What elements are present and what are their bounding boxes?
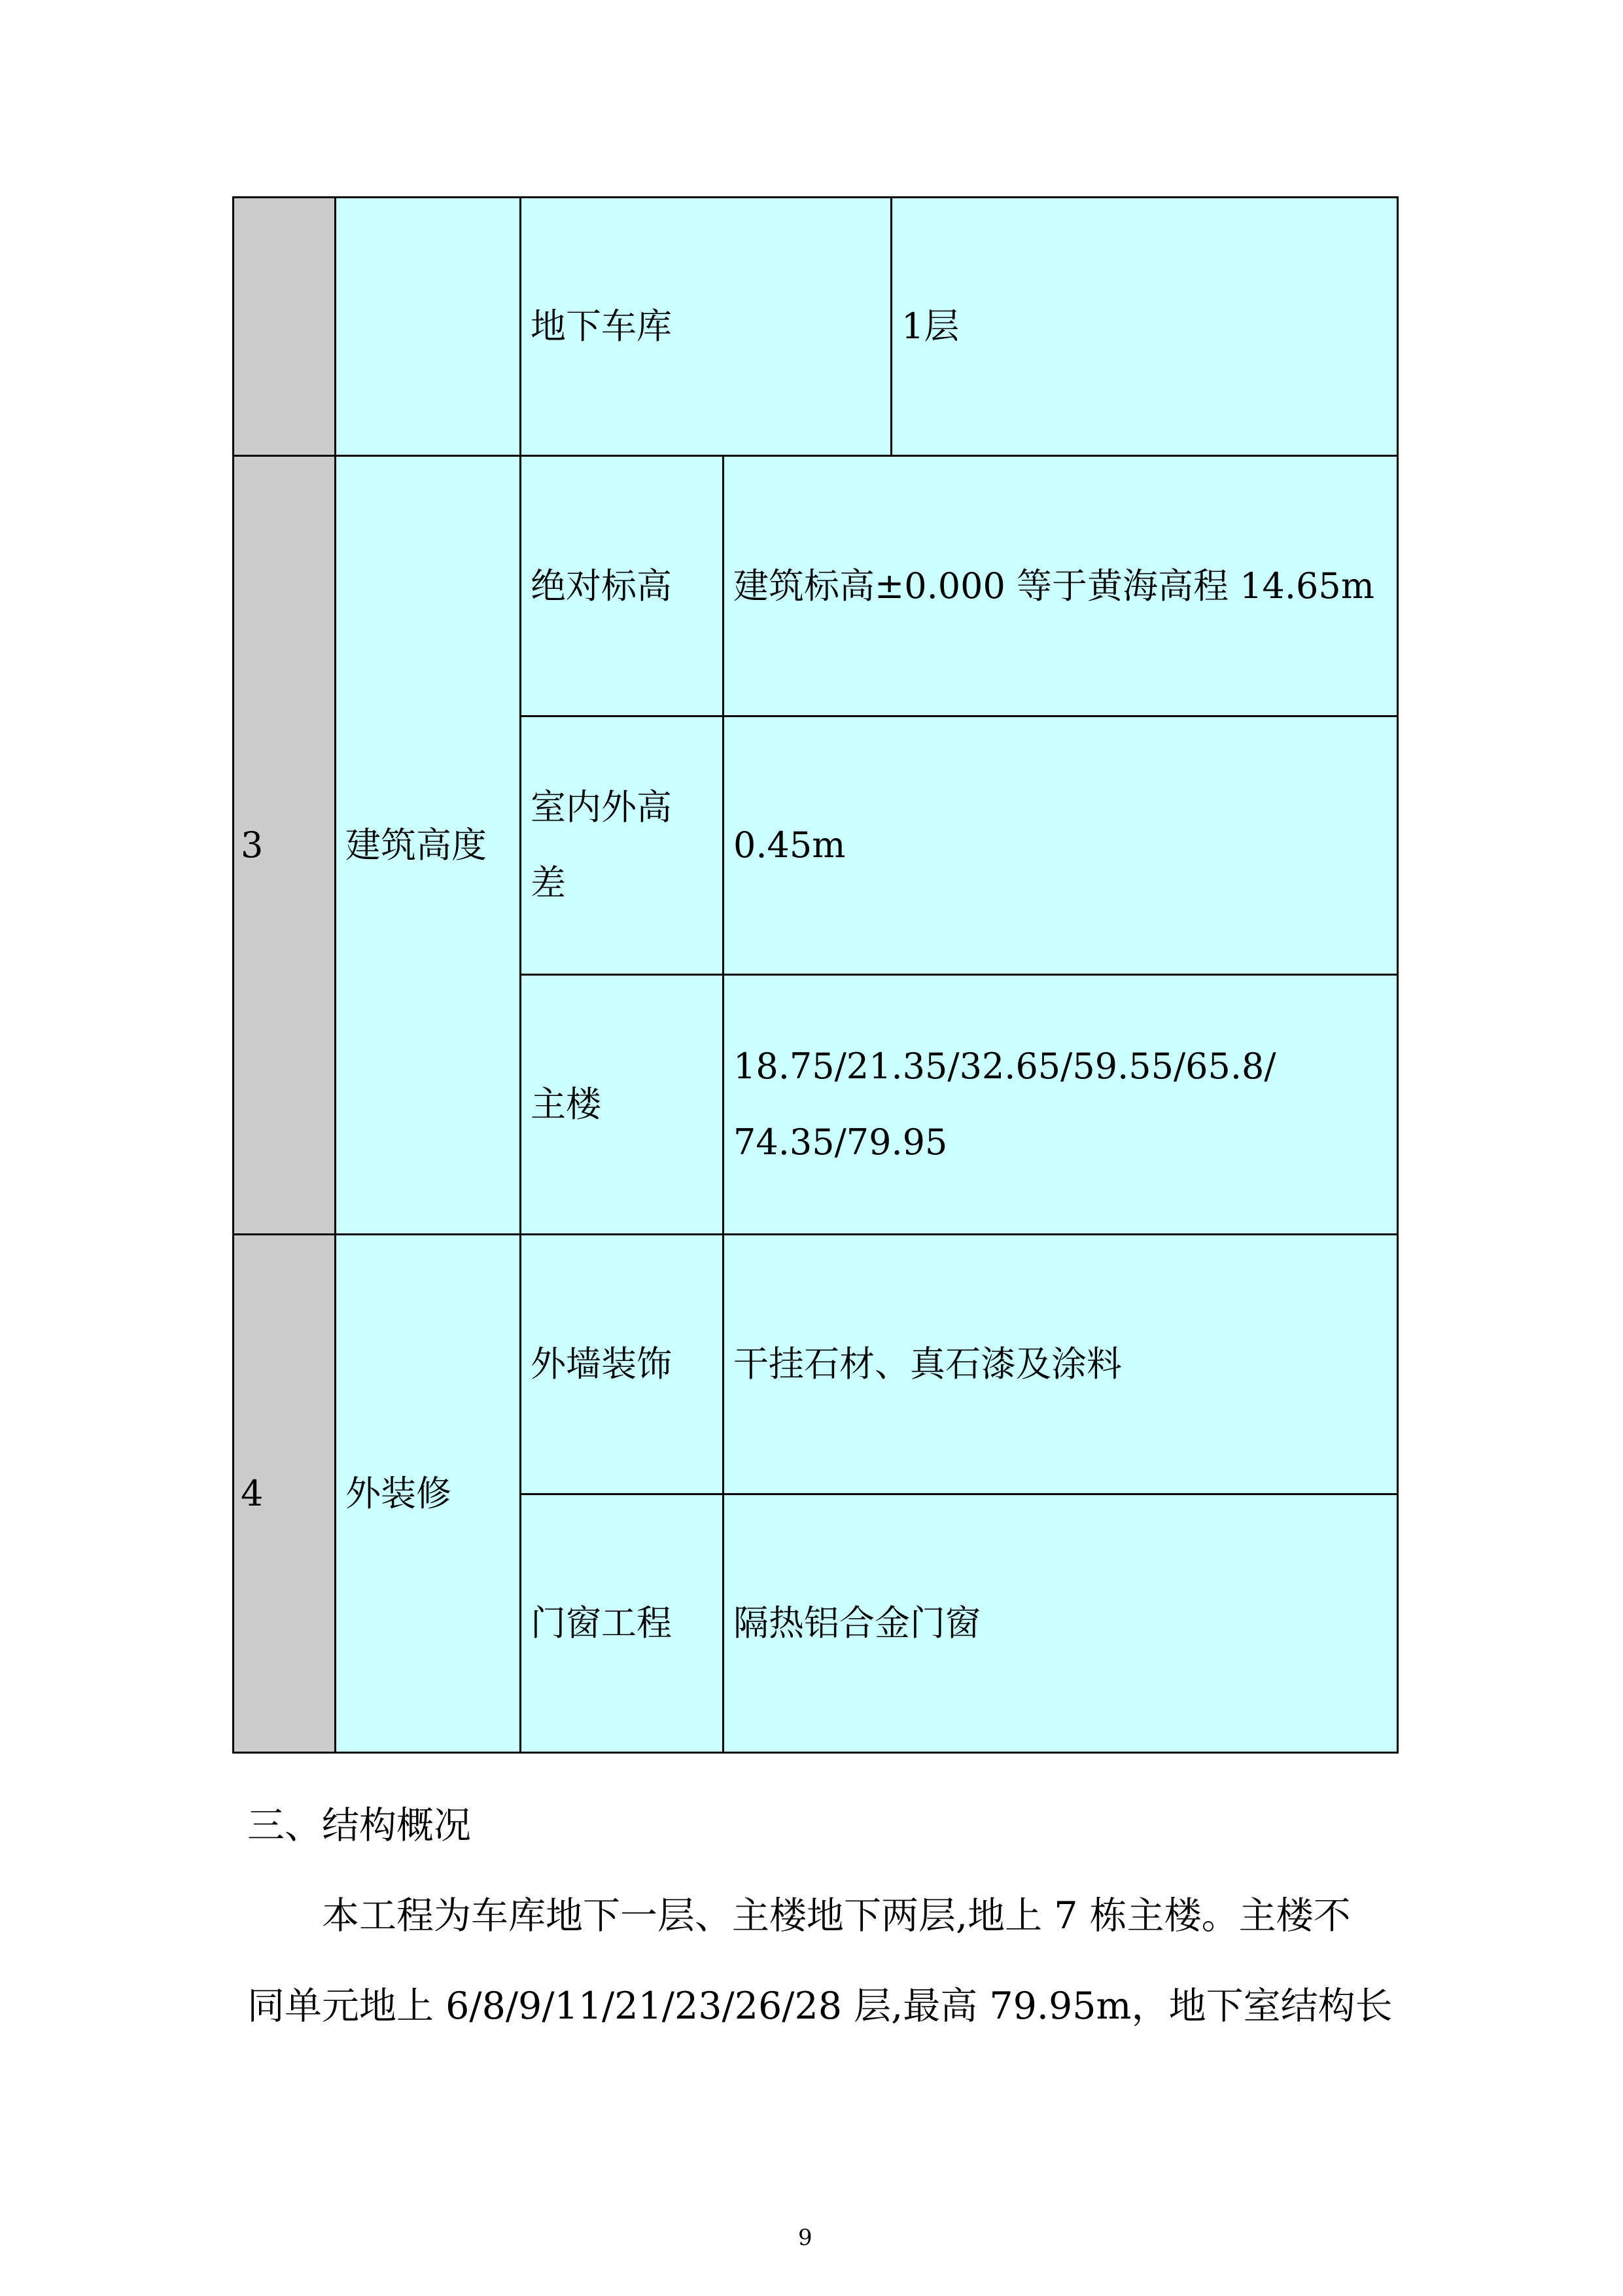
paragraph-line: 本工程为车库地下一层、主楼地下两层,地上 7 栋主楼。主楼不 — [322, 1894, 1351, 1937]
section-heading: 三、结构概况 — [247, 1804, 471, 1847]
table-category-cell-continued — [334, 196, 521, 457]
item-label-line1: 室内外高 — [531, 786, 672, 828]
item-value-line1: 18.75/21.35/32.65/59.55/65.8/ — [733, 1046, 1276, 1087]
item-value: 干挂石材、真石漆及涂料 — [733, 1343, 1122, 1385]
item-label: 门窗工程 — [531, 1602, 672, 1644]
item-value: 隔热铝合金门窗 — [733, 1602, 981, 1644]
table-num-4 — [232, 1233, 336, 1754]
item-label-line2: 差 — [531, 862, 566, 904]
table-num-cell-continued — [232, 196, 336, 457]
item-label: 主楼 — [531, 1084, 601, 1125]
table-value-exterior-wall — [722, 1233, 1399, 1495]
table-value-absolute-elevation — [722, 455, 1399, 717]
row-number: 4 — [241, 1472, 264, 1514]
table-value-indoor-outdoor-diff — [722, 715, 1399, 976]
item-label: 外墙装饰 — [531, 1343, 672, 1385]
category-label: 外装修 — [345, 1472, 451, 1514]
item-value: 0.45m — [733, 824, 846, 866]
item-label: 绝对标高 — [531, 565, 672, 607]
table-category-building-height — [334, 455, 521, 1235]
table-value-doors-windows — [722, 1493, 1399, 1754]
table-item-exterior-wall — [519, 1233, 724, 1495]
table-num-3 — [232, 455, 336, 1235]
table-category-exterior — [334, 1233, 521, 1754]
category-label: 建筑高度 — [345, 824, 487, 866]
table-item-absolute-elevation — [519, 455, 724, 717]
table-value-main-building — [722, 974, 1399, 1235]
table-item-indoor-outdoor-diff — [519, 715, 724, 976]
table-item-doors-windows — [519, 1493, 724, 1754]
table-value-garage — [890, 196, 1399, 457]
garage-label: 地下车库 — [531, 306, 672, 347]
item-value: 建筑标高±0.000 等于黄海高程 14.65m — [733, 565, 1374, 607]
table-item-garage — [519, 196, 892, 457]
table-item-main-building — [519, 974, 724, 1235]
item-value-line2: 74.35/79.95 — [733, 1122, 948, 1163]
garage-value: 1层 — [901, 306, 960, 347]
page-number: 9 — [798, 2225, 812, 2251]
row-number: 3 — [241, 824, 264, 866]
paragraph-line: 同单元地上 6/8/9/11/21/23/26/28 层,最高 79.95m，地下室结构长 — [247, 1985, 1393, 2028]
